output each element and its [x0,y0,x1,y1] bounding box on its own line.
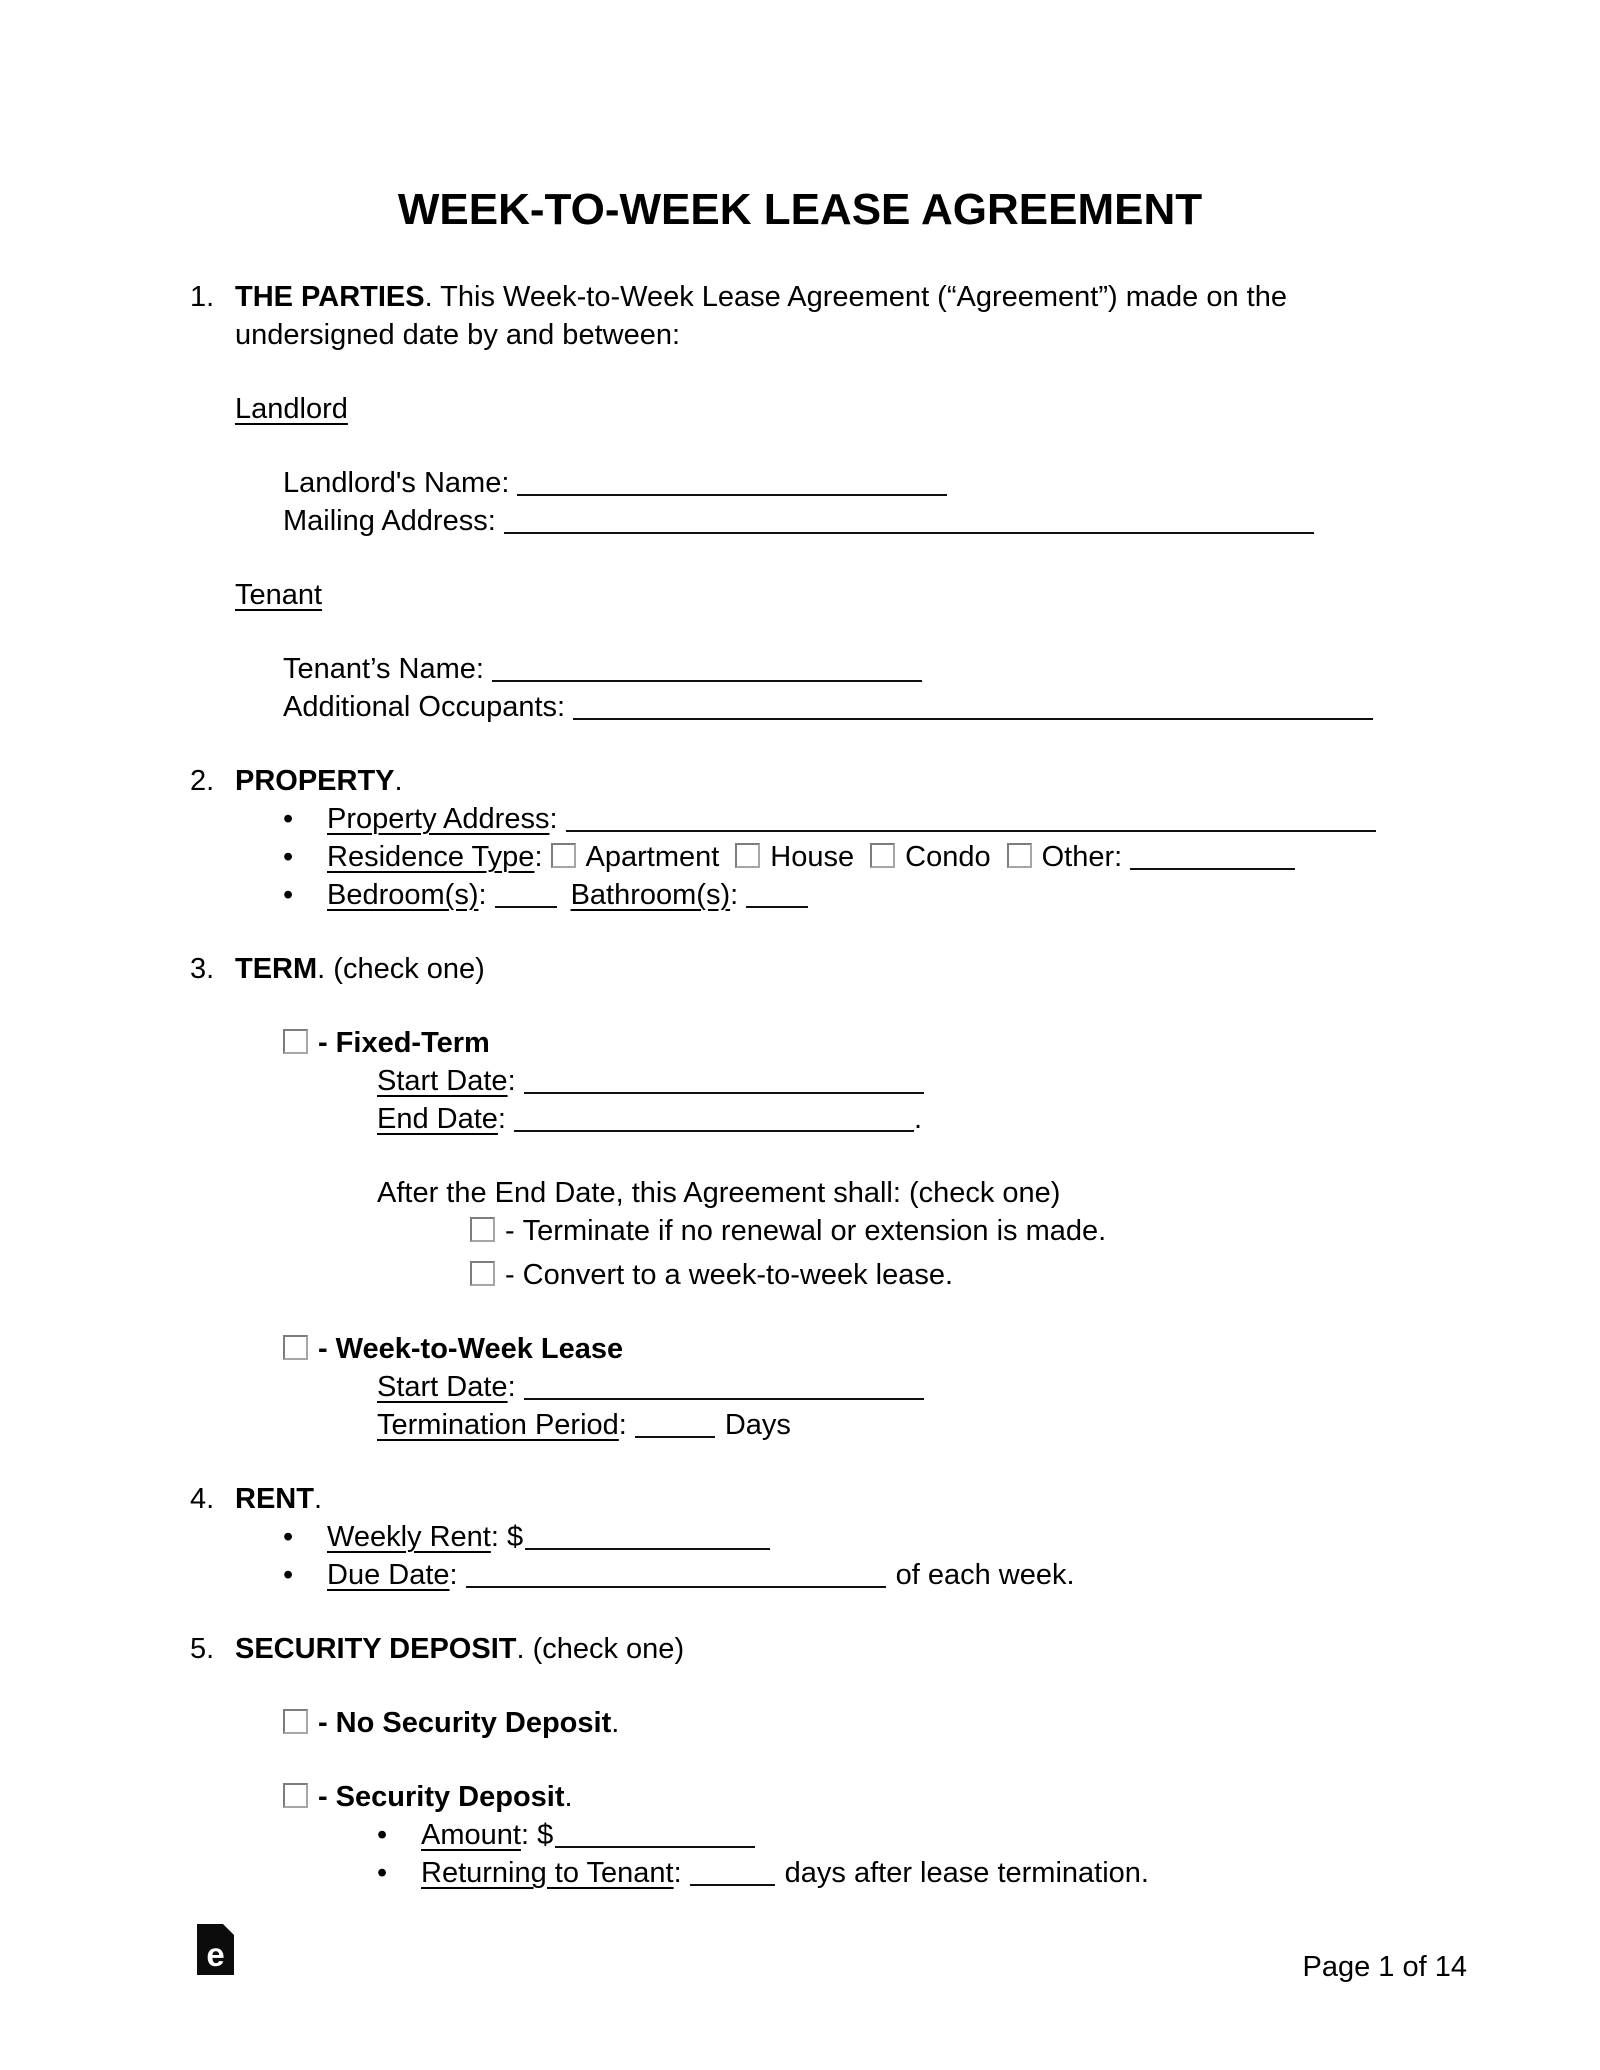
bedrooms-blank [495,878,557,908]
bathrooms-label: Bathroom(s) [570,879,731,911]
week-to-week-start-date-blank [524,1370,924,1400]
fixed-term-end-date-blank [514,1102,914,1132]
no-security-deposit-row [283,1704,1410,1742]
term-heading-suffix: . (check one) [317,953,485,985]
fixed-term-dash: - [318,1027,328,1059]
landlord-name-row [283,464,1410,502]
residence-type-label: Residence Type [327,841,535,873]
weekly-rent-label: Weekly Rent [327,1521,491,1553]
due-date-colon: : [449,1559,458,1591]
eforms-logo-letter: e [206,1936,225,1973]
week-to-week-start-date-label: Start Date [377,1371,508,1403]
no-security-deposit-label: No Security Deposit [335,1707,612,1739]
start-date-colon: : [507,1065,516,1097]
convert-option-label: Convert to a week-to-week lease. [522,1259,954,1291]
returning-to-tenant-row [377,1854,1410,1892]
no-security-deposit-period: . [611,1707,620,1739]
other-option-label: Other: [1041,841,1123,873]
additional-occupants-label: Additional Occupants: [283,691,566,723]
no-security-deposit-dash: - [318,1707,328,1739]
section-term-heading-row [235,950,485,988]
due-date-row [283,1556,1410,1594]
fixed-term-start-date-label: Start Date [377,1065,508,1097]
bullet-icon: • [283,879,294,911]
fixed-term-end-date-row [377,1100,1410,1138]
deposit-amount-content [421,1816,755,1854]
section-security-deposit-heading: SECURITY DEPOSIT [235,1633,517,1665]
house-checkbox [735,843,760,868]
bathrooms-colon: : [730,879,739,911]
terminate-dash: - [505,1215,515,1247]
convert-dash: - [505,1259,515,1291]
property-address-colon: : [549,803,558,835]
returning-colon: : [673,1857,682,1889]
due-date-content [327,1556,1075,1594]
weekly-rent-blank [525,1520,770,1550]
fixed-term-option-row [283,1024,1410,1062]
returning-blank [690,1856,775,1886]
fixed-term-start-date-blank [524,1064,924,1094]
mailing-address-row [283,502,1410,540]
document-title: WEEK-TO-WEEK LEASE AGREEMENT [397,185,1203,234]
property-address-label: Property Address [327,803,550,835]
fixed-term-end-date-label: End Date [377,1103,498,1135]
fixed-term-start-date-row [377,1062,1410,1100]
additional-occupants-row [283,688,1410,726]
security-deposit-heading-suffix: . (check one) [516,1633,685,1665]
section-rent-heading-row [235,1480,322,1518]
bullet-icon: • [377,1819,388,1851]
security-deposit-label: Security Deposit [335,1781,565,1813]
after-end-date-row [377,1174,1410,1212]
bullet-icon: • [283,803,294,835]
deposit-amount-label: Amount [421,1819,521,1851]
bedrooms-bathrooms-row [283,876,1410,914]
deposit-amount-row [377,1816,1410,1854]
residence-type-content [327,838,1295,876]
weekly-rent-row [283,1518,1410,1556]
after-end-date-text: After the End Date, this Agreement shall: (check one) [377,1177,1061,1209]
mailing-address-label: Mailing Address: [283,505,496,537]
other-checkbox [1007,843,1032,868]
additional-occupants-blank [573,690,1373,720]
condo-checkbox [870,843,895,868]
tenant-name-blank [492,652,922,682]
tenant-label: Tenant [235,579,323,611]
page-number-indicator: Page 1 of 14 [1302,1951,1467,1983]
terminate-option-label: Terminate if no renewal or extension is made. [522,1215,1107,1247]
terminate-checkbox [470,1217,495,1242]
bullet-icon: • [283,841,294,873]
week-to-week-checkbox [283,1335,308,1360]
house-option-label: House [770,841,855,873]
termination-period-label: Termination Period [377,1409,619,1441]
other-residence-blank [1130,840,1295,870]
week-to-week-start-date-row [377,1368,1410,1406]
tenant-subheading-row [235,576,1410,614]
bedrooms-bathrooms-content [327,876,808,914]
landlord-label: Landlord [235,393,348,425]
section-the-parties-intro [235,278,1395,354]
landlord-name-blank [517,466,947,496]
bullet-icon: • [283,1559,294,1591]
property-address-row [283,800,1410,838]
security-deposit-checkbox [283,1783,308,1808]
section-term-heading: TERM [235,953,318,985]
termination-days-suffix: Days [724,1409,791,1441]
fixed-term-label: Fixed-Term [335,1027,490,1059]
mailing-address-blank [504,504,1314,534]
bedrooms-label: Bedroom(s) [327,879,479,911]
section-rent-heading: RENT [235,1483,314,1515]
security-deposit-row [283,1778,1410,1816]
termination-period-row [377,1406,1410,1444]
security-deposit-dash: - [318,1781,328,1813]
tenant-name-label: Tenant’s Name: [283,653,484,685]
section-the-parties [190,278,1410,354]
section-property-number: 2. [190,765,215,797]
section-security-deposit-heading-row [235,1630,684,1668]
condo-option-label: Condo [905,841,991,873]
due-date-suffix: of each week. [895,1559,1075,1591]
bullet-icon: • [283,1521,294,1553]
returning-to-tenant-label: Returning to Tenant [421,1857,674,1889]
section-security-deposit-number: 5. [190,1633,215,1665]
returning-suffix: days after lease termination. [784,1857,1149,1889]
bullet-icon: • [377,1857,388,1889]
week-to-week-dash: - [318,1333,328,1365]
the-parties-intro-text: . This Week-to-Week Lease Agreement (“Agreement”) made on the undersigned date by and between: [235,281,1287,351]
end-date-period: . [913,1103,923,1135]
residence-type-colon: : [534,841,543,873]
due-date-label: Due Date [327,1559,450,1591]
eforms-logo-icon [197,1924,234,1975]
convert-checkbox [470,1261,495,1286]
termination-period-colon: : [618,1409,627,1441]
terminate-option-row [470,1212,1410,1250]
section-rent-number: 4. [190,1483,215,1515]
bedrooms-colon: : [478,879,487,911]
apartment-checkbox [551,843,576,868]
tenant-name-row [283,650,1410,688]
fixed-term-checkbox [283,1029,308,1054]
convert-option-row [470,1256,1410,1294]
deposit-amount-currency: : $ [520,1819,554,1851]
w2w-start-date-colon: : [507,1371,516,1403]
weekly-rent-content [327,1518,770,1556]
landlord-name-label: Landlord's Name: [283,467,510,499]
property-address-blank [566,802,1376,832]
week-to-week-label: Week-to-Week Lease [335,1333,624,1365]
rent-heading-period: . [313,1483,323,1515]
termination-period-blank [635,1408,715,1438]
section-security-deposit [190,1630,1410,1668]
security-deposit-period: . [564,1781,573,1813]
apartment-option-label: Apartment [585,841,720,873]
section-property-heading-row [235,762,403,800]
no-security-deposit-checkbox [283,1709,308,1734]
property-address-content [327,800,1376,838]
property-heading-period: . [394,765,403,797]
weekly-rent-currency: : $ [490,1521,524,1553]
section-rent [190,1480,1410,1518]
section-property-heading: PROPERTY [235,765,395,797]
due-date-blank [466,1558,886,1588]
section-the-parties-number: 1. [190,281,215,313]
residence-type-row [283,838,1410,876]
bathrooms-blank [746,878,808,908]
landlord-subheading-row [235,390,1410,428]
section-property [190,762,1410,800]
week-to-week-option-row [283,1330,1410,1368]
section-the-parties-heading: THE PARTIES [235,281,425,313]
section-term [190,950,1410,988]
returning-to-tenant-content [421,1854,1149,1892]
section-term-number: 3. [190,953,215,985]
end-date-colon: : [497,1103,506,1135]
deposit-amount-blank [555,1818,755,1848]
